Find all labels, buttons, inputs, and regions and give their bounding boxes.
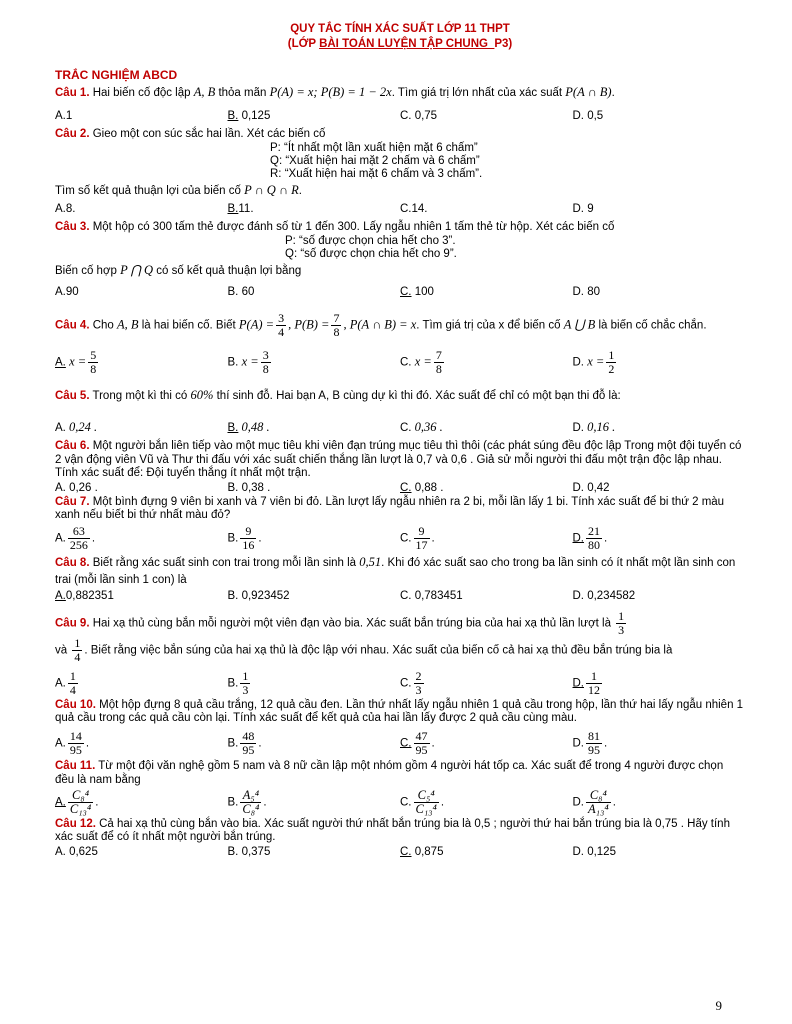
question-text: Biết rằng xác suất sinh con trai trong mỗi lần sinh là	[89, 556, 360, 569]
title-line-2-suffix: P3)	[494, 38, 513, 50]
answer-letter: C.	[400, 677, 412, 690]
math-expr: P ⋂ Q	[120, 263, 154, 277]
question-text: . Khi đó xác suất sao cho trong ba lần sinh có ít nhất một lần sinh con trai (mỗi lần sinh 1 con) là	[55, 556, 736, 586]
answer-letter: C.	[400, 796, 412, 809]
fraction-denominator: 16	[242, 537, 255, 552]
question-12	[55, 818, 745, 845]
fraction	[72, 637, 82, 664]
answer-option[interactable]	[228, 845, 401, 860]
answer-letter: B.	[227, 110, 239, 122]
answer-value: 0,38 .	[238, 481, 271, 494]
question-4	[55, 312, 745, 339]
fraction-denominator: 3	[242, 682, 249, 697]
answer-letter: D.	[572, 481, 584, 494]
question-label: Câu 8.	[55, 556, 90, 569]
fraction-numerator: C₈⁴	[68, 789, 93, 803]
answer-option[interactable]	[573, 349, 746, 376]
question-label: Câu 10.	[55, 698, 96, 711]
fraction	[240, 730, 256, 757]
fraction	[414, 525, 430, 552]
answer-letter: D.	[572, 110, 584, 122]
question-text: thí sinh đỗ. Hai bạn A, B cùng dự kì thi đó. Xác suất để chỉ có một bạn thi đỗ là:	[213, 390, 621, 402]
answer-row	[55, 789, 745, 816]
fraction-numerator: 1	[586, 670, 602, 684]
math-expr: 60%	[190, 388, 214, 402]
answer-letter: D.	[572, 677, 584, 690]
fraction-denominator: 95	[242, 742, 255, 757]
answer-option[interactable]: D. $\frac{\text{C₈⁴}}{\text{A₁₃⁴}}$ .	[572, 787, 616, 816]
fraction	[434, 349, 444, 376]
answer-letter: C.	[400, 110, 412, 122]
question-text: Trong một kì thi có	[89, 390, 191, 402]
question-text: là biến cố chắc chắn.	[595, 319, 707, 332]
answer-option[interactable]	[573, 845, 746, 860]
fraction	[606, 349, 616, 376]
answer-letter: B.	[227, 677, 239, 690]
answer-letter: C.	[400, 203, 412, 215]
math-expr: P ∩ Q ∩ R	[244, 183, 299, 197]
answer-letter: A.	[55, 110, 66, 122]
answer-row	[55, 670, 745, 697]
question-label: Câu 1.	[55, 87, 90, 99]
fraction-numerator: 2	[415, 668, 422, 683]
fraction-denominator: 2	[608, 362, 615, 376]
fraction	[586, 730, 602, 757]
fraction-numerator: 9	[414, 525, 430, 539]
math-expr: A, B	[117, 317, 139, 332]
fraction-numerator: 1	[608, 348, 615, 362]
fraction-denominator: 95	[415, 742, 428, 757]
question-7	[55, 496, 745, 523]
question-text: Hai xạ thủ cùng bắn mỗi người một viên đạn vào bia. Xác suất bắn trúng bia của hai xạ thủ lần lượt là	[89, 617, 615, 630]
answer-value: 0,42	[584, 481, 610, 494]
answer-letter: C.	[400, 589, 412, 602]
answer-option[interactable]: A. $\frac{14}{95}$ .	[55, 728, 90, 757]
answer-option[interactable]	[400, 420, 573, 436]
answer-option[interactable]	[573, 481, 746, 496]
document-page	[55, 22, 745, 860]
answer-option[interactable]	[573, 109, 746, 124]
answer-value: 0,923452	[238, 589, 290, 602]
question-label: Câu 9.	[55, 617, 90, 630]
answer-option[interactable]	[55, 589, 228, 604]
answer-row	[55, 525, 745, 552]
answer-row	[55, 420, 745, 436]
answer-option[interactable]	[573, 589, 746, 604]
answer-value: 0,882351	[65, 589, 114, 602]
question-text: Gieo một con súc sắc hai lần. Xét các biến cố	[89, 128, 326, 140]
answer-letter: B.	[227, 356, 239, 369]
answer-letter: D.	[572, 203, 584, 215]
question-text: Một bình đựng 9 viên bi xanh và 7 viên bi đỏ. Lần lượt lấy ngẫu nhiên ra 2 bi, mỗi lần lấy 1 bi. Tính xác suất để bi thứ 2 màu xanh nếu biết bi thứ nhất màu đỏ?	[55, 495, 725, 521]
question-8	[55, 554, 745, 589]
math-expr: x =	[241, 354, 259, 369]
answer-letter: B.	[227, 422, 239, 434]
question-9	[55, 610, 745, 664]
answer-option[interactable]: D. $\frac{21}{80}$ .	[572, 523, 608, 552]
title-line-2	[55, 37, 745, 52]
math-expr: , P(B) =	[288, 317, 330, 332]
fraction	[240, 670, 250, 697]
answer-letter: A.	[55, 286, 66, 298]
fraction-denominator: 8	[262, 362, 269, 376]
fraction-denominator: 8	[90, 362, 97, 376]
math-expr: x =	[587, 354, 605, 369]
fraction-numerator: 14	[69, 728, 82, 743]
event-line: R: “Xuất hiện hai mặt 6 chấm và 3 chấm”.	[270, 168, 483, 180]
answer-value: 14.	[411, 203, 428, 215]
fraction-numerator: 3	[278, 311, 285, 325]
fraction-numerator: 1	[242, 668, 249, 683]
answer-option[interactable]: C. $\frac{\text{C₅⁴}}{\text{C₁₃⁴}}$ .	[400, 787, 445, 816]
answer-letter: B.	[227, 589, 239, 602]
math-expr: 0,51	[359, 554, 382, 569]
answer-option[interactable]	[400, 202, 573, 217]
answer-value: 9	[584, 203, 594, 215]
title-line-2-underlined: BÀI TOÁN LUYỆN TẬP CHUNG_	[319, 38, 495, 50]
question-3	[55, 220, 745, 235]
answer-option[interactable]	[228, 349, 401, 376]
math-expr: , P(A ∩ B) = x	[343, 317, 417, 332]
answer-value: 8.	[65, 203, 76, 215]
fraction	[68, 730, 84, 757]
answer-option[interactable]: C. $\frac{9}{17}$ .	[400, 523, 435, 552]
question-text: . Tìm giá trị lớn nhất của xác suất	[391, 87, 566, 99]
fraction-denominator: C₁₃⁴	[415, 801, 437, 816]
fraction-denominator: C₈⁴	[242, 801, 260, 816]
fraction-denominator: A₁₃⁴	[588, 801, 609, 816]
fraction-denominator: 12	[588, 682, 600, 697]
answer-value: 0,125	[584, 845, 616, 858]
answer-option[interactable]	[55, 285, 228, 300]
answer-value: 0,24 .	[65, 420, 98, 434]
answer-option[interactable]	[400, 845, 573, 860]
question-5	[55, 388, 745, 404]
answer-option[interactable]	[55, 109, 228, 124]
fraction-numerator: C₅⁴	[414, 789, 439, 803]
answer-letter: A.	[55, 532, 66, 545]
fraction	[414, 789, 439, 816]
fraction-numerator: 1	[74, 635, 81, 650]
answer-value: 0,26 .	[65, 481, 98, 494]
page-number: 9	[715, 998, 722, 1013]
question-text: Một hộp đựng 8 quả cầu trắng, 12 quả cầu đen. Lần thứ nhất lấy ngẫu nhiên 1 quả cầu trong hộp, lần thứ hai lấy ngẫu nhiên 1 quả cầu trong các quả cầu còn lại. Tính xác suất để kết quả của hai lần lấy được 2 quả cầu cùng màu.	[55, 698, 744, 724]
question-text: thỏa mãn	[215, 87, 270, 99]
answer-letter: C.	[400, 422, 412, 434]
math-expr: x =	[414, 354, 432, 369]
answer-option[interactable]	[55, 670, 228, 697]
answer-row	[55, 202, 745, 217]
question-text: . Tìm giá trị của x để biến cố	[416, 319, 564, 332]
event-line: P: “Ít nhất một lần xuất hiện mặt 6 chấm”	[270, 142, 478, 154]
question-label: Câu 6.	[55, 440, 90, 452]
question-text: là hai biến cố. Biết	[138, 319, 239, 332]
answer-letter: A.	[55, 845, 66, 858]
answer-letter: D.	[572, 422, 584, 434]
fraction	[88, 349, 98, 376]
fraction-denominator: 4	[69, 682, 76, 697]
answer-letter: A.	[55, 356, 66, 369]
fraction-numerator: 1	[618, 608, 625, 623]
answer-letter: A.	[55, 589, 66, 602]
answer-option[interactable]: B. $\frac{48}{95}$ .	[227, 728, 262, 757]
answer-value: 0,783451	[411, 589, 463, 602]
answer-letter: D.	[572, 286, 584, 298]
fraction-numerator: 1	[69, 668, 76, 683]
answer-letter: B.	[227, 845, 239, 858]
fraction	[414, 670, 424, 697]
answer-option[interactable]	[400, 589, 573, 604]
math-expr: P(A) = x; P(B) = 1 − 2x	[269, 85, 392, 99]
fraction-denominator: 8	[435, 362, 442, 376]
answer-letter: D.	[572, 796, 584, 809]
answer-option[interactable]	[400, 109, 573, 124]
answer-option[interactable]: A. $\frac{63}{256}$ .	[55, 523, 96, 552]
question-label: Câu 12.	[55, 817, 96, 830]
answer-option[interactable]	[228, 285, 401, 300]
answer-letter: B.	[227, 796, 239, 809]
question-text: có số kết quả thuận lợi bằng	[153, 265, 302, 277]
fraction-denominator: 4	[74, 649, 81, 664]
title-line-2-prefix: (LỚP	[287, 38, 320, 50]
fraction-denominator: 17	[415, 537, 428, 552]
question-label: Câu 7.	[55, 495, 90, 508]
fraction-denominator: 256	[69, 537, 88, 552]
question-1	[55, 85, 745, 101]
answer-option[interactable]	[400, 349, 573, 376]
fraction	[414, 730, 430, 757]
answer-option[interactable]	[573, 670, 746, 697]
answer-letter: B.	[227, 737, 239, 750]
fraction	[68, 525, 90, 552]
fraction	[331, 312, 341, 339]
fraction-numerator: 81	[588, 728, 600, 743]
answer-letter: B.	[227, 203, 239, 215]
answer-option[interactable]	[400, 670, 573, 697]
question-text: . Biết rằng việc bắn súng của hai xạ thủ là độc lập với nhau. Xác suất của biến cố cả hai xạ thủ đều bắn trúng bia là	[84, 644, 673, 657]
fraction	[586, 525, 602, 552]
question-text: .	[298, 185, 302, 197]
fraction-denominator: 3	[618, 622, 625, 637]
fraction	[616, 610, 626, 637]
fraction	[240, 789, 261, 816]
fraction	[586, 670, 602, 697]
answer-row	[55, 109, 745, 124]
answer-option[interactable]	[228, 202, 401, 217]
title-line-1: QUY TẮC TÍNH XÁC SUẤT LỚP 11 THPT	[290, 23, 510, 35]
answer-letter: A.	[55, 737, 66, 750]
event-line: Q: “số được chọn chia hết cho 9”.	[285, 248, 457, 260]
answer-option[interactable]: B. $\frac{9}{16}$ .	[227, 523, 262, 552]
math-expr: A ⋃ B	[563, 317, 596, 332]
answer-letter: B.	[227, 532, 239, 545]
fraction-numerator: 7	[435, 348, 442, 362]
answer-row	[55, 730, 745, 757]
question-2	[55, 127, 745, 142]
answer-letter: C.	[400, 286, 412, 298]
fraction	[261, 349, 271, 376]
fraction	[68, 670, 78, 697]
answer-option[interactable]	[573, 420, 746, 436]
fraction	[586, 789, 611, 816]
fraction	[240, 525, 256, 552]
fraction-denominator: 8	[333, 325, 340, 339]
answer-option[interactable]	[400, 481, 573, 496]
question-text: Biến cố hợp	[55, 265, 121, 277]
math-expr: P(A) =	[238, 317, 275, 332]
answer-letter: C.	[400, 356, 412, 369]
fraction-numerator: C₈⁴	[586, 789, 611, 803]
fraction-numerator: 9	[240, 525, 256, 539]
answer-letter: A.	[55, 796, 66, 809]
answer-option[interactable]	[55, 349, 228, 376]
answer-letter: D.	[572, 845, 584, 858]
answer-letter: C.	[400, 481, 412, 494]
answer-row	[55, 349, 745, 376]
question-ask	[55, 263, 745, 279]
fraction-numerator: 48	[242, 728, 255, 743]
answer-letter: B.	[227, 286, 239, 298]
question-text: Tìm số kết quả thuận lợi của biến cố	[55, 185, 245, 197]
answer-value: 0,16 .	[584, 420, 616, 434]
math-expr: P(A ∩ B)	[565, 85, 612, 99]
answer-value: 0,75	[411, 110, 438, 122]
event-line: Q: “Xuất hiện hai mặt 2 chấm và 6 chấm”	[270, 155, 480, 167]
answer-letter: D.	[572, 532, 584, 545]
event-list	[55, 142, 745, 181]
answer-value: 11.	[238, 203, 254, 215]
answer-value: 90	[65, 286, 79, 298]
answer-option[interactable]	[400, 285, 573, 300]
fraction-denominator: C₁₃⁴	[69, 801, 92, 816]
answer-value: 0,88 .	[411, 481, 444, 494]
fraction-numerator: 3	[262, 348, 269, 362]
fraction-denominator: 95	[69, 742, 82, 757]
question-text: Hai biến cố độc lập	[89, 87, 194, 99]
answer-letter: B.	[227, 481, 239, 494]
answer-letter: A.	[55, 481, 66, 494]
answer-letter: C.	[400, 532, 412, 545]
fraction-numerator: 21	[588, 523, 600, 538]
answer-option[interactable]	[573, 202, 746, 217]
answer-letter: A.	[55, 677, 66, 690]
question-label: Câu 11.	[55, 759, 96, 772]
answer-option[interactable]: A. $\frac{\text{C₈⁴}}{\text{C₁₃⁴}}$ .	[55, 787, 99, 816]
question-text: Một người bắn liên tiếp vào một mục tiêu khi viên đạn trúng mục tiêu thì thôi (các phát súng đều độc lập Trong một đội tuyển có 2 vận động viên Vũ và Thư thi đấu với xác suất chiến thắng lần lượt là 0,7 và 0,6 . Giả sử mỗi người thi đấu một trận độc lập nhau. Tính xác suất để: Đội tuyển thắng ít nhất một trận.	[55, 440, 742, 479]
answer-value: 80	[584, 286, 600, 298]
answer-option[interactable]	[228, 420, 401, 436]
question-ask	[55, 183, 745, 199]
question-text: Từ một đội văn nghệ gồm 5 nam và 8 nữ cần lập một nhóm gồm 4 người hát tốp ca. Xác suất để trong 4 người được chọn đều là nam bằng	[55, 759, 724, 786]
answer-row	[55, 285, 745, 300]
answer-value: 0,5	[584, 110, 604, 122]
answer-option[interactable]	[228, 109, 401, 124]
answer-letter: D.	[572, 737, 584, 750]
question-10	[55, 699, 745, 726]
question-11	[55, 759, 745, 787]
question-label: Câu 3.	[55, 221, 90, 233]
question-label: Câu 4.	[55, 319, 90, 332]
answer-row	[55, 845, 745, 860]
section-heading: TRẮC NGHIỆM ABCD	[55, 68, 178, 82]
answer-letter: A.	[55, 422, 66, 434]
page-title	[55, 22, 745, 52]
answer-value: 0,234582	[584, 589, 636, 602]
question-text: .	[611, 87, 615, 99]
event-line: P: “số được chọn chia hết cho 3”.	[285, 235, 456, 247]
fraction-numerator: A₅⁴	[240, 789, 261, 803]
answer-value: 0,875	[411, 845, 444, 858]
fraction-numerator: 7	[333, 311, 340, 325]
question-label: Câu 5.	[55, 390, 90, 402]
answer-option[interactable]	[228, 589, 401, 604]
answer-letter: C.	[400, 737, 412, 750]
fraction-denominator: 95	[588, 742, 600, 757]
answer-row	[55, 481, 745, 496]
event-list	[55, 235, 745, 261]
answer-option[interactable]	[55, 481, 228, 496]
answer-option[interactable]	[573, 285, 746, 300]
answer-option[interactable]: C. $\frac{47}{95}$ .	[400, 728, 435, 757]
answer-option[interactable]	[55, 202, 228, 217]
answer-option[interactable]	[55, 845, 228, 860]
fraction-numerator: 5	[90, 348, 97, 362]
fraction-denominator: 80	[588, 537, 600, 552]
answer-option[interactable]	[228, 481, 401, 496]
question-label: Câu 2.	[55, 128, 90, 140]
answer-value: 0,36 .	[411, 420, 443, 434]
question-text: Một hộp có 300 tấm thẻ được đánh số từ 1 đến 300. Lấy ngẫu nhiên 1 tấm thẻ từ hộp. Xét các biến cố	[89, 221, 615, 233]
answer-value: 0,125	[238, 110, 271, 122]
answer-option[interactable]: B. $\frac{\text{A₅⁴}}{\text{C₈⁴}}$ .	[227, 787, 267, 816]
answer-value: 0,625	[65, 845, 98, 858]
answer-letter: D.	[572, 356, 584, 369]
fraction-denominator: 4	[278, 325, 285, 339]
math-expr: x =	[69, 354, 87, 369]
answer-option[interactable]: D. $\frac{81}{95}$ .	[572, 728, 608, 757]
answer-letter: C.	[400, 845, 412, 858]
answer-option[interactable]	[228, 670, 401, 697]
answer-value: 0,375	[238, 845, 271, 858]
fraction	[68, 789, 93, 816]
answer-option[interactable]	[55, 420, 228, 436]
answer-value: 60	[238, 286, 255, 298]
question-text: và	[55, 644, 71, 657]
answer-value: 0,48 .	[238, 420, 270, 434]
question-text: Cả hai xạ thủ cùng bắn vào bia. Xác suất người thứ nhất bắn trúng bia là 0,5 ; người thứ hai bắn trúng bia là 0,75 . Hãy tính xác suất để có ít nhất một người bắn trúng.	[55, 817, 730, 843]
fraction	[276, 312, 286, 339]
answer-value: 1	[65, 110, 73, 122]
answer-value: 100	[411, 286, 434, 298]
math-expr: A, B	[193, 85, 216, 99]
answer-letter: A.	[55, 203, 66, 215]
fraction-numerator: 47	[415, 728, 428, 743]
answer-letter: D.	[572, 589, 584, 602]
fraction-numerator: 63	[68, 525, 90, 539]
question-text: Cho	[89, 319, 118, 332]
answer-row	[55, 589, 745, 604]
question-6	[55, 440, 745, 481]
fraction-denominator: 3	[415, 682, 422, 697]
